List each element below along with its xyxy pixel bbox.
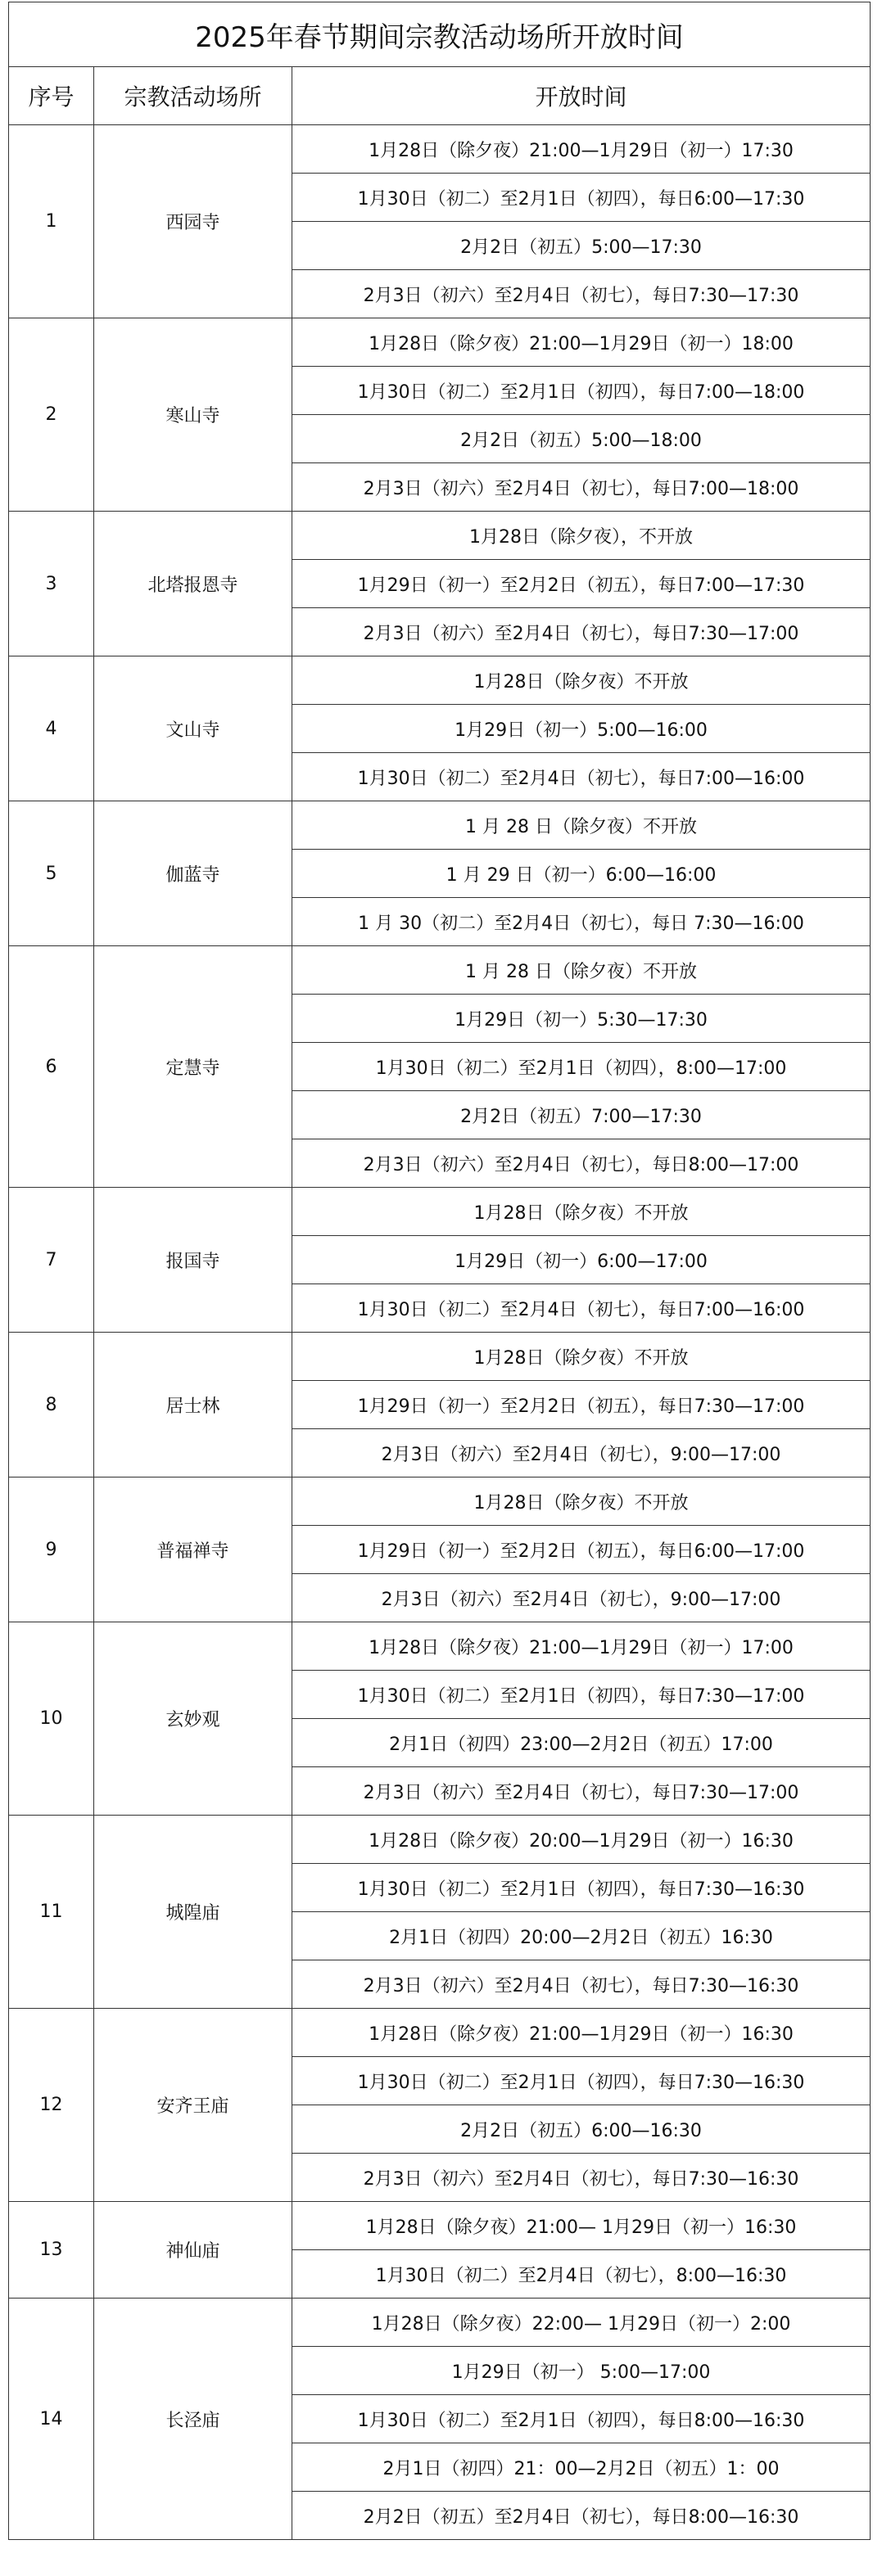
venue-cell: 居士林 <box>94 1333 292 1477</box>
hours-cell: 2月3日（初六）至2月4日（初七），每日8:00—17:00 <box>292 1139 871 1188</box>
venue-cell: 玄妙观 <box>94 1622 292 1816</box>
hours-cell: 1月29日（初一）5:30—17:30 <box>292 995 871 1043</box>
hours-cell: 1月30日（初二）至2月1日（初四），每日7:00—18:00 <box>292 367 871 415</box>
table-row <box>9 1622 871 1671</box>
hours-cell: 1月30日（初二）至2月4日（初七），8:00—16:30 <box>292 2250 871 2299</box>
hours-cell: 1月30日（初二）至2月1日（初四），每日7:30—16:30 <box>292 1864 871 1912</box>
venue-cell: 长泾庙 <box>94 2299 292 2540</box>
table-row <box>9 318 871 367</box>
hours-cell: 1月30日（初二）至2月1日（初四），每日7:30—17:00 <box>292 1671 871 1719</box>
title-row <box>9 2 871 67</box>
table-row <box>9 125 871 174</box>
hours-cell: 2月3日（初六）至2月4日（初七），每日7:30—17:00 <box>292 1767 871 1816</box>
hours-cell: 1 月 28 日（除夕夜）不开放 <box>292 801 871 850</box>
table-row <box>9 1333 871 1381</box>
table-row <box>9 512 871 560</box>
hours-cell: 1 月 28 日（除夕夜）不开放 <box>292 946 871 995</box>
hours-cell: 1月30日（初二）至2月1日（初四），每日6:00—17:30 <box>292 174 871 222</box>
hours-cell: 1 月 30（初二）至2月4日（初七），每日 7:30—16:00 <box>292 898 871 946</box>
hours-cell: 2月2日（初五）7:00—17:30 <box>292 1091 871 1139</box>
hours-cell: 1月28日（除夕夜）不开放 <box>292 1477 871 1526</box>
table-row <box>9 1188 871 1236</box>
hours-cell: 1月30日（初二）至2月1日（初四），8:00—17:00 <box>292 1043 871 1091</box>
seq-cell: 1 <box>9 125 94 318</box>
hours-cell: 2月3日（初六）至2月4日（初七），9:00—17:00 <box>292 1574 871 1622</box>
hours-cell: 1月30日（初二）至2月1日（初四），每日7:30—16:30 <box>292 2057 871 2105</box>
seq-cell: 5 <box>9 801 94 946</box>
hours-cell: 2月3日（初六）至2月4日（初七），每日7:30—17:00 <box>292 608 871 656</box>
venue-cell: 报国寺 <box>94 1188 292 1333</box>
hours-cell: 2月1日（初四）21：00—2月2日（初五）1：00 <box>292 2443 871 2492</box>
seq-cell: 12 <box>9 2009 94 2202</box>
venue-cell: 伽蓝寺 <box>94 801 292 946</box>
hours-cell: 1月29日（初一）至2月2日（初五），每日6:00—17:00 <box>292 1526 871 1574</box>
hours-cell: 1月28日（除夕夜）21:00—1月29日（初一）17:30 <box>292 125 871 174</box>
venue-cell: 城隍庙 <box>94 1816 292 2009</box>
table-title: 2025年春节期间宗教活动场所开放时间 <box>9 2 871 67</box>
venue-cell: 普福禅寺 <box>94 1477 292 1622</box>
hours-cell: 1月28日（除夕夜）22:00— 1月29日（初一）2:00 <box>292 2299 871 2347</box>
seq-cell: 9 <box>9 1477 94 1622</box>
seq-cell: 14 <box>9 2299 94 2540</box>
hours-cell: 1月30日（初二）至2月1日（初四），每日8:00—16:30 <box>292 2395 871 2443</box>
hours-cell: 1月29日（初一）至2月2日（初五），每日7:00—17:30 <box>292 560 871 608</box>
venue-cell: 定慧寺 <box>94 946 292 1188</box>
venue-cell: 安齐王庙 <box>94 2009 292 2202</box>
schedule-table <box>8 2 871 2540</box>
hours-cell: 1月29日（初一）5:00—16:00 <box>292 705 871 753</box>
table-row <box>9 1816 871 1864</box>
hours-cell: 2月3日（初六）至2月4日（初七），每日7:30—16:30 <box>292 2154 871 2202</box>
hours-cell: 1月29日（初一）6:00—17:00 <box>292 1236 871 1284</box>
seq-cell: 11 <box>9 1816 94 2009</box>
table-row <box>9 946 871 995</box>
table-row <box>9 2202 871 2250</box>
hours-cell: 1月28日（除夕夜）21:00— 1月29日（初一）16:30 <box>292 2202 871 2250</box>
seq-cell: 10 <box>9 1622 94 1816</box>
venue-cell: 寒山寺 <box>94 318 292 512</box>
table-row <box>9 2299 871 2347</box>
seq-cell: 8 <box>9 1333 94 1477</box>
hours-cell: 2月2日（初五）6:00—16:30 <box>292 2105 871 2154</box>
hours-cell: 1月28日（除夕夜）不开放 <box>292 1333 871 1381</box>
hours-cell: 2月1日（初四）23:00—2月2日（初五）17:00 <box>292 1719 871 1767</box>
header-row <box>9 67 871 125</box>
seq-cell: 2 <box>9 318 94 512</box>
venue-cell: 西园寺 <box>94 125 292 318</box>
hours-cell: 1月30日（初二）至2月4日（初七），每日7:00—16:00 <box>292 753 871 801</box>
hours-cell: 1月29日（初一）至2月2日（初五），每日7:30—17:00 <box>292 1381 871 1429</box>
seq-cell: 3 <box>9 512 94 656</box>
venue-cell: 神仙庙 <box>94 2202 292 2299</box>
hours-cell: 1月28日（除夕夜）20:00—1月29日（初一）16:30 <box>292 1816 871 1864</box>
hours-cell: 2月2日（初五）5:00—17:30 <box>292 222 871 270</box>
hours-cell: 2月2日（初五）至2月4日（初七），每日8:00—16:30 <box>292 2492 871 2540</box>
hours-cell: 1月30日（初二）至2月4日（初七），每日7:00—16:00 <box>292 1284 871 1333</box>
hours-cell: 2月3日（初六）至2月4日（初七），每日7:30—17:30 <box>292 270 871 318</box>
seq-cell: 13 <box>9 2202 94 2299</box>
hours-cell: 1月28日（除夕夜）不开放 <box>292 656 871 705</box>
hours-cell: 2月3日（初六）至2月4日（初七），9:00—17:00 <box>292 1429 871 1477</box>
hours-cell: 1月28日（除夕夜）21:00—1月29日（初一）16:30 <box>292 2009 871 2057</box>
table-row <box>9 656 871 705</box>
hours-cell: 1月28日（除夕夜）21:00—1月29日（初一）17:00 <box>292 1622 871 1671</box>
hours-cell: 2月3日（初六）至2月4日（初七），每日7:30—16:30 <box>292 1960 871 2009</box>
header-hours: 开放时间 <box>292 67 871 125</box>
hours-cell: 2月1日（初四）20:00—2月2日（初五）16:30 <box>292 1912 871 1960</box>
table-row <box>9 1477 871 1526</box>
hours-cell: 2月3日（初六）至2月4日（初七），每日7:00—18:00 <box>292 463 871 512</box>
hours-cell: 1月28日（除夕夜）不开放 <box>292 1188 871 1236</box>
hours-cell: 2月2日（初五）5:00—18:00 <box>292 415 871 463</box>
venue-cell: 文山寺 <box>94 656 292 801</box>
hours-cell: 1 月 29 日（初一）6:00—16:00 <box>292 850 871 898</box>
table-row <box>9 2009 871 2057</box>
venue-cell: 北塔报恩寺 <box>94 512 292 656</box>
table-row <box>9 801 871 850</box>
hours-cell: 1月28日（除夕夜）21:00—1月29日（初一）18:00 <box>292 318 871 367</box>
hours-cell: 1月29日（初一） 5:00—17:00 <box>292 2347 871 2395</box>
header-seq: 序号 <box>9 67 94 125</box>
seq-cell: 7 <box>9 1188 94 1333</box>
seq-cell: 4 <box>9 656 94 801</box>
hours-cell: 1月28日（除夕夜），不开放 <box>292 512 871 560</box>
header-venue: 宗教活动场所 <box>94 67 292 125</box>
seq-cell: 6 <box>9 946 94 1188</box>
